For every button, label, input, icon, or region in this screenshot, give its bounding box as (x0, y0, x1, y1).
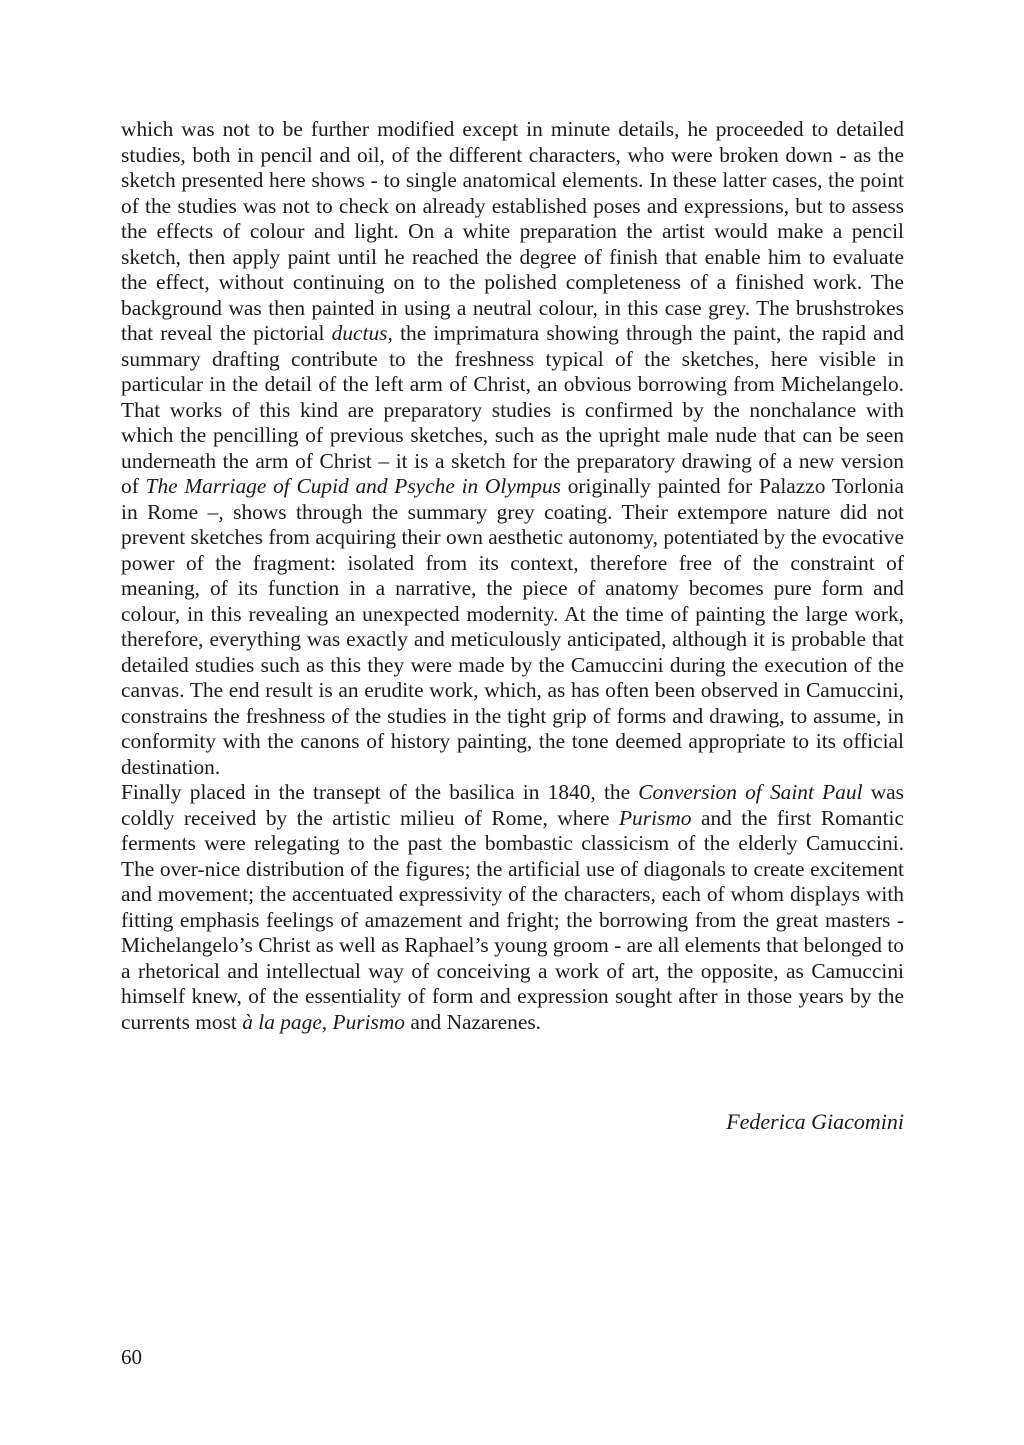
italic-title: Conversion of Saint Paul (638, 780, 863, 804)
page-number: 60 (121, 1345, 142, 1369)
author-signature: Federica Giacomini (726, 1109, 904, 1134)
text-run: was coldly received by the artistic milieu of Rome, where (121, 780, 904, 830)
italic-title: The Marriage of Cupid and Psyche in Olympus (145, 474, 561, 498)
italic-term: ductus (331, 321, 388, 345)
text-run: Finally placed in the transept of the basilica in 1840, the (121, 780, 639, 804)
text-run: , the imprimatura showing through the paint, the rapid and summary drafting contribute to the freshness typical of the sketches, here visible in particular in the detail of the left arm of Christ, an obvious borrowing from Michelangelo. That works of this kind are preparatory studies is confirmed by the nonchalance with which the pencilling of previous sketches, such as the upright male nude that can be seen underneath the arm of Christ – it is a sketch for the preparatory drawing of a new version of (121, 321, 904, 498)
text-run: and the first Romantic ferments were relegating to the past the bombastic classicism of the elderly Camuccini. The over-nice distribution of the figures; the artificial use of diagonals to create excitement and movement; the accentuated expressivity of the characters, each of whom displays with fitting emphasis feelings of amazement and fright; the borrowing from the great masters - Michelangelo’s Christ as well as Raphael’s young groom - are all elements that belonged to a rhetorical and intellectual way of conceiving a work of art, the opposite, as Camuccini himself knew, of the essentiality of form and expression sought after in those years by the currents most (121, 805, 904, 1034)
text-run: originally painted for Palazzo Torlonia in Rome –, shows through the summary grey coating. Their extempore nature did not prevent sketches from acquiring their own aesthetic autonomy, potentiated by the evocative power of the fragment: isolated from its context, therefore free of the constraint of meaning, of its function in a narrative, the piece of anatomy becomes pure form and colour, in this revealing an unexpected modernity. At the time of painting the large work, therefore, everything was exactly and meticulously anticipated, although it is probable that detailed studies such as this they were made by the Camuccini during the execution of the canvas. The end result is an erudite work, which, as has often been observed in Camuccini, constrains the freshness of the studies in the tight grip of forms and drawing, to assume, in conformity with the canons of history painting, the tone deemed appropriate to its official destination. (121, 474, 904, 779)
paragraph-2 (121, 780, 904, 1035)
text-run: which was not to be further modified except in minute details, he proceeded to detailed studies, both in pencil and oil, of the different characters, who were broken down - as the sketch presented here shows - to single anatomical elements. In these latter cases, the point of the studies was not to check on already established poses and expressions, but to assess the effects of colour and light. On a white preparation the artist would make a pencil sketch, then apply paint until he reached the degree of finish that enable him to evaluate the effect, without continuing on to the polished completeness of a finished work. The background was then painted in using a neutral colour, in this case grey. The brushstrokes that reveal the pictorial (121, 117, 904, 345)
text-run: and Nazarenes. (405, 1009, 542, 1034)
italic-term: à la page, Purismo (242, 1009, 406, 1034)
body-text (121, 117, 904, 1035)
italic-term: Purismo (618, 805, 692, 830)
paragraph-1 (121, 117, 904, 780)
